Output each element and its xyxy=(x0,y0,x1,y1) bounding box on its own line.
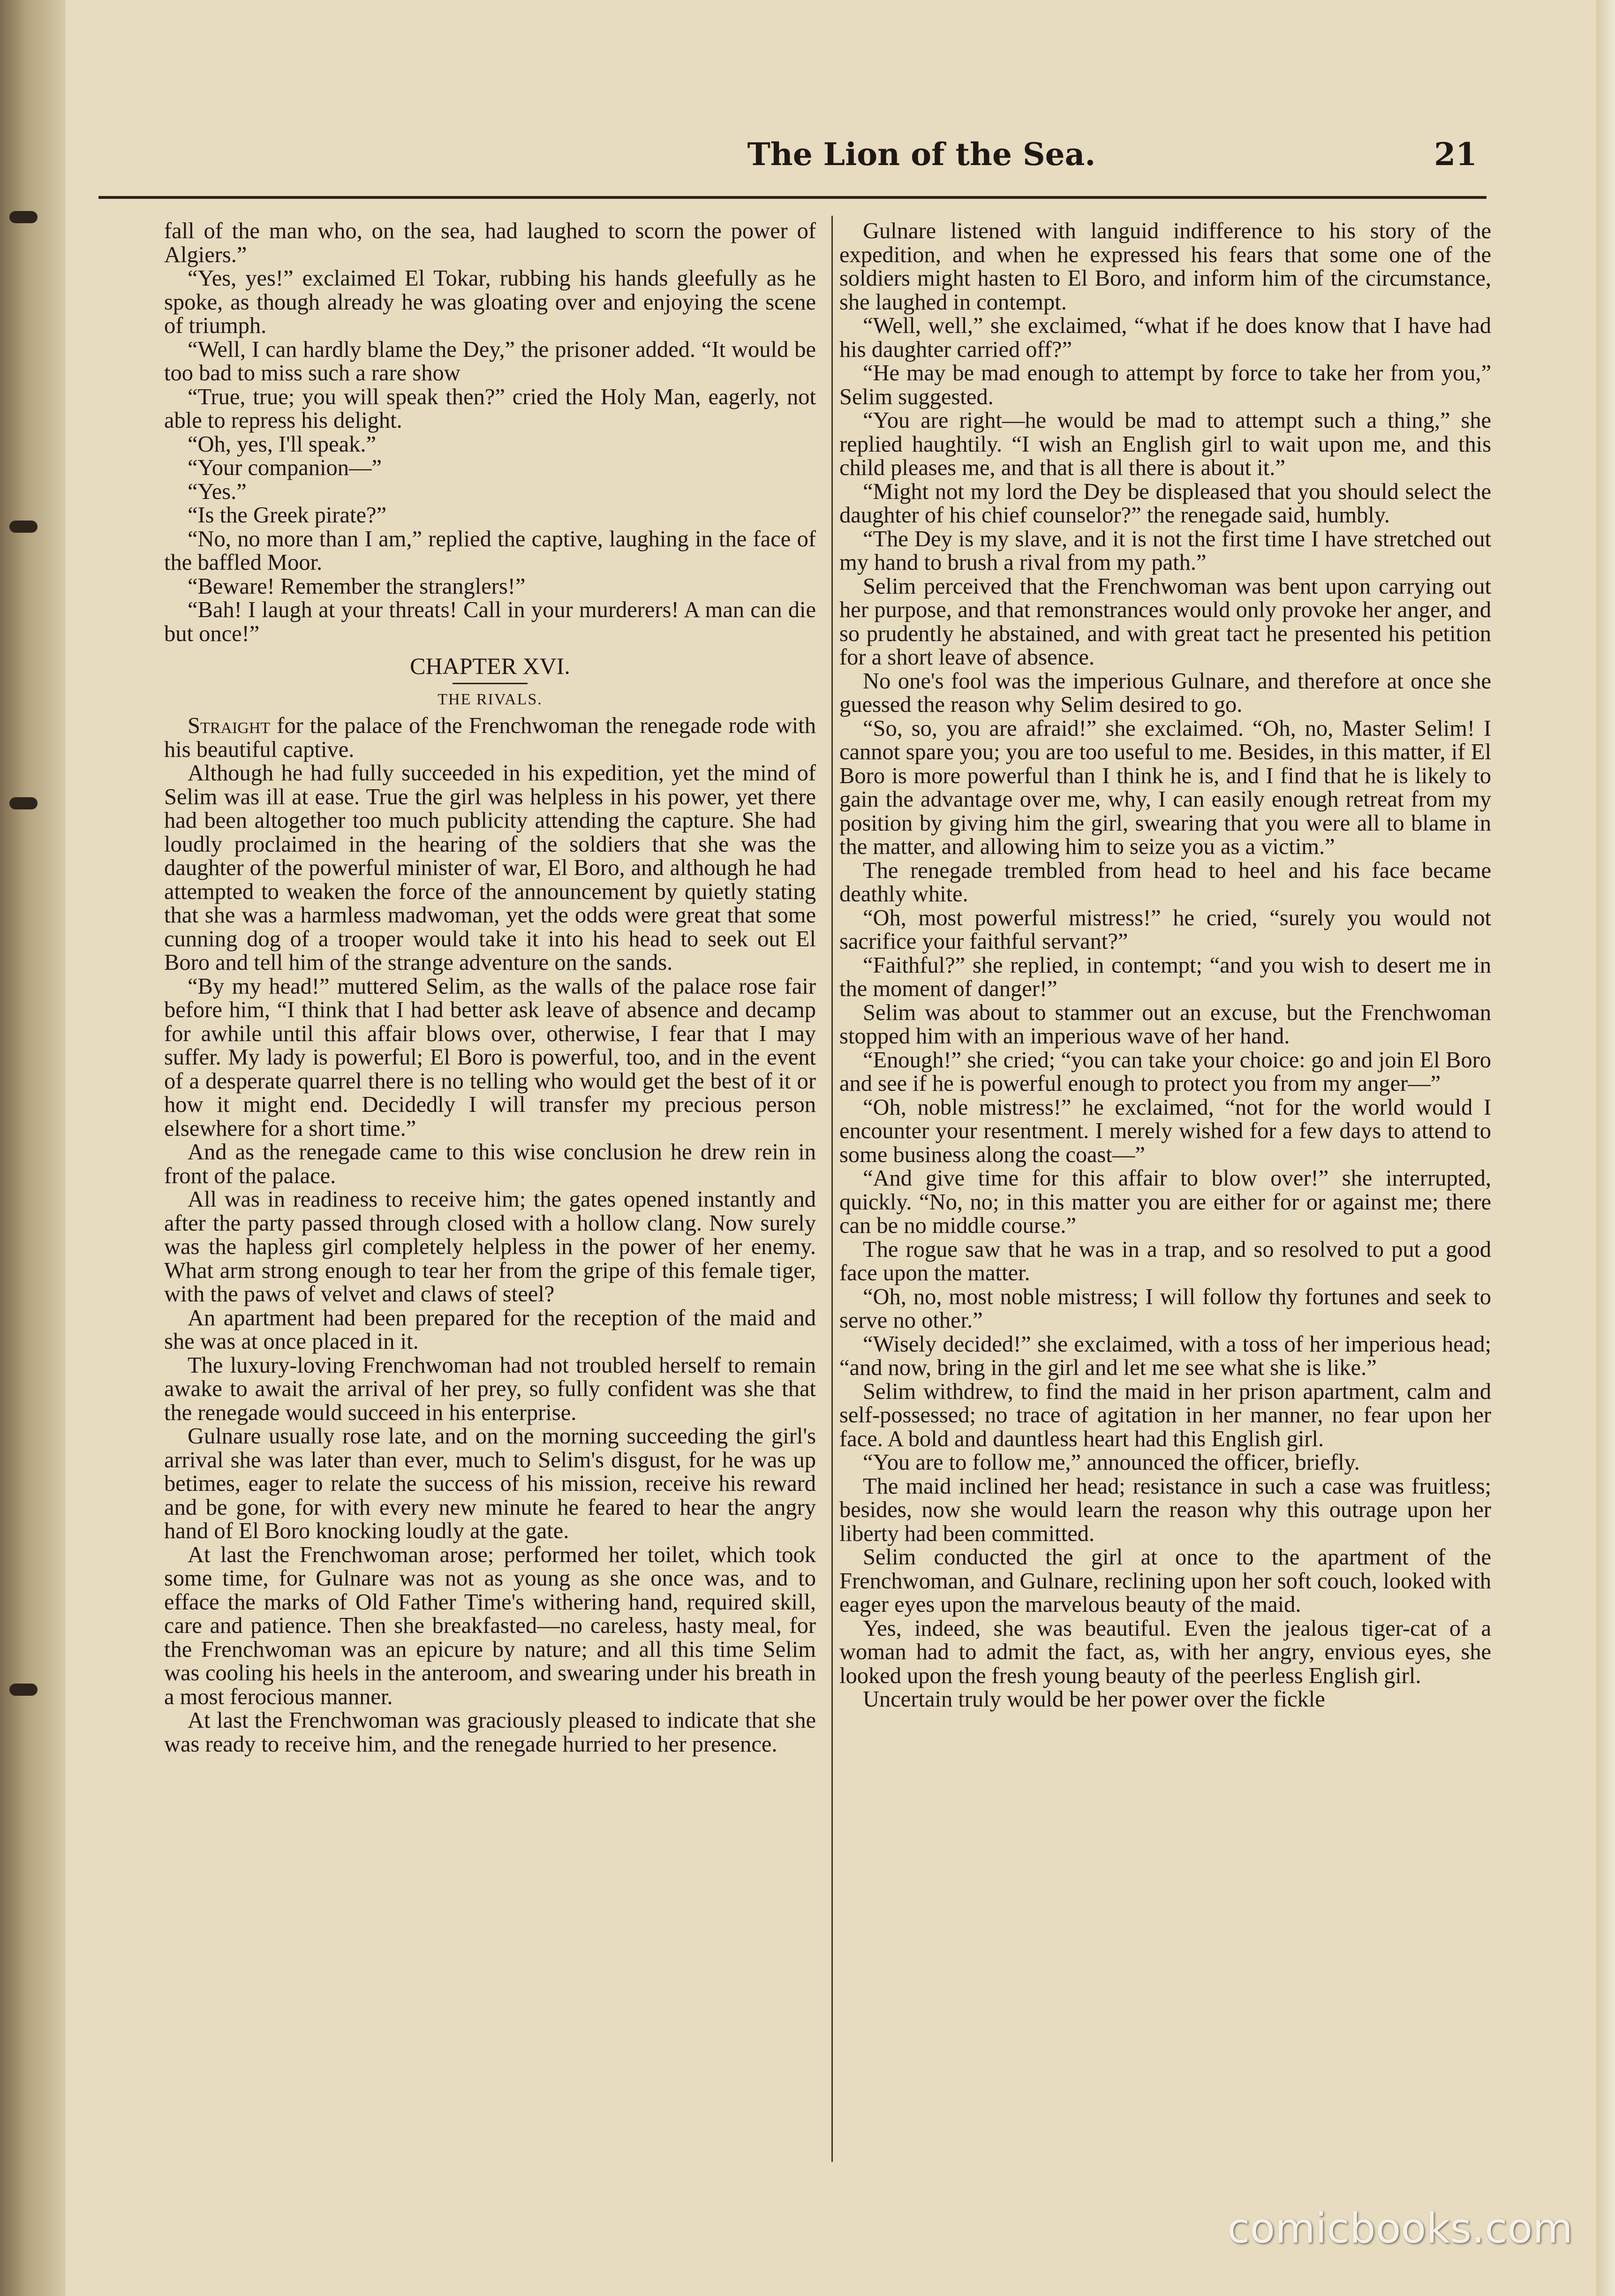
paragraph: Uncertain truly would be her power over the fickle xyxy=(863,1687,1325,1712)
paragraph: Gulnare listened with languid indifference to his story of the expedition, and when he expressed his fears that some one of the soldiers might hasten to El Boro, and inform him of the circumstance, she laughed in contempt. xyxy=(839,219,1491,315)
paragraph: “The Dey is my slave, and it is not the first time I have stretched out my hand to brush a rival from my path.” xyxy=(839,526,1491,575)
paragraph: “You are to follow me,” announced the officer, briefly. xyxy=(863,1450,1360,1475)
paragraph: “Yes.” xyxy=(188,479,247,504)
running-title: The Lion of the Sea. xyxy=(747,136,1096,173)
paragraph: An apartment had been prepared for the reception of the maid and she was at once placed in it. xyxy=(164,1305,816,1354)
paragraph: “Faithful?” she replied, in contempt; “and you wish to desert me in the moment of danger!” xyxy=(839,952,1491,1001)
paragraph: Selim withdrew, to find the maid in her prison apartment, calm and self-possessed; no trace of agitation in her manner, no fear upon her face. A bold and dauntless heart had this English girl. xyxy=(839,1379,1491,1451)
chapter-heading: CHAPTER XVI. xyxy=(410,653,570,679)
right-paragraphs xyxy=(839,219,1491,1712)
paragraph: Although he had fully succeeded in his expedition, yet the mind of Selim was ill at ease. True the girl was helpless in his power, yet there had been altogether too much publicity attending the capture. She had loudly proclaimed in the hearing of the soldiers that she was the daughter of the powerful minister of war, El Boro, and although he had attempted to weaken the force of the announcement by quietly stating that she was a harmless madwoman, yet the odds were great that some cunning dog of a trooper would take it into his head to seek out El Boro and tell him of the strange adventure on the sands. xyxy=(164,761,816,975)
watermark-text: comicbooks.com xyxy=(1227,2204,1573,2252)
paragraph: “Oh, noble mistress!” he exclaimed, “not for the world would I encounter your resentment. I merely wished for a few days to attend to some business along the coast—” xyxy=(839,1095,1491,1167)
paragraph: And as the renegade came to this wise conclusion he drew rein in front of the palace. xyxy=(164,1140,816,1188)
paragraph: The rogue saw that he was in a trap, and so resolved to put a good face upon the matter. xyxy=(839,1237,1491,1285)
paragraph: The renegade trembled from head to heel and his face became deathly white. xyxy=(839,858,1491,906)
paragraph: fall of the man who, on the sea, had laughed to scorn the power of Algiers.” xyxy=(164,219,816,267)
paragraph: “By my head!” muttered Selim, as the walls of the palace rose fair before him, “I think that I had better ask leave of absence and decamp for awhile until this affair blows over, otherwise, I fear that I may suffer. My lady is powerful; El Boro is powerful, too, and in the event of a desperate quarrel there is no telling who would get the best of it or how it might end. Decidedly I will transfer my precious person elsewhere for a short time.” xyxy=(164,974,816,1141)
paragraph: Selim conducted the girl at once to the apartment of the Frenchwoman, and Gulnare, reclining upon her soft couch, looked with eager eyes upon the marvelous beauty of the maid. xyxy=(839,1545,1491,1617)
paragraph: “Might not my lord the Dey be displeased that you should select the daughter of his chief counselor?” the renegade said, humbly. xyxy=(839,479,1491,528)
paragraph: Gulnare usually rose late, and on the morning succeeding the girl's arrival she was later than ever, much to Selim's disgust, for he was up betimes, eager to relate the success of his mission, receive his reward and be gone, for with every new minute he feared to hear the angry hand of El Boro knocking loudly at the gate. xyxy=(164,1424,816,1543)
paragraph: “He may be mad enough to attempt by force to take her from you,” Selim suggested. xyxy=(839,361,1491,409)
binding-stitch xyxy=(9,211,38,223)
left-paragraphs-after xyxy=(164,762,816,1756)
paragraph: No one's fool was the imperious Gulnare, and therefore at once she guessed the reason why Selim desired to go. xyxy=(839,668,1491,717)
left-column xyxy=(164,219,816,2166)
paragraph: “No, no more than I am,” replied the captive, laughing in the face of the baffled Moor. xyxy=(164,526,816,575)
page-header xyxy=(567,136,1487,192)
chapter-opening-paragraph xyxy=(164,714,816,762)
page-edge xyxy=(1596,0,1615,2296)
paragraph: “And give time for this affair to blow over!” she interrupted, quickly. “No, no; in this matter you are either for or against me; there can be no middle course.” xyxy=(839,1166,1491,1238)
page-number: 21 xyxy=(1434,136,1477,173)
paragraph: “Enough!” she cried; “you can take your choice: go and join El Boro and see if he is powerful enough to protect you from my anger—” xyxy=(839,1047,1491,1096)
column-divider xyxy=(831,216,833,2162)
left-paragraphs-before xyxy=(164,219,816,646)
paragraph: “Is the Greek pirate?” xyxy=(188,503,387,528)
binding-stitch xyxy=(9,797,38,809)
binding-stitch xyxy=(9,521,38,533)
book-binding xyxy=(0,0,66,2296)
chapter-leadin: Straight xyxy=(188,713,271,738)
paragraph: Yes, indeed, she was beautiful. Even the jealous tiger-cat of a woman had to admit the fact, as, with her angry, envious eyes, she looked upon the fresh young beauty of the peerless English girl. xyxy=(839,1616,1491,1688)
paragraph: “Well, well,” she exclaimed, “what if he does know that I have had his daughter carried off?” xyxy=(839,313,1491,362)
paragraph: At last the Frenchwoman arose; performed her toilet, which took some time, for Gulnare was not as young as she once was, and to efface the marks of Old Father Time's withering hand, required skill, care and patience. Then she breakfasted—no careless, hasty meal, for the Frenchwoman was an epicure by nature; and all this time Selim was cooling his heels in the anteroom, and swearing under his breath in a most ferocious manner. xyxy=(164,1542,816,1709)
paragraph: Selim perceived that the Frenchwoman was bent upon carrying out her purpose, and that remonstrances would only provoke her anger, and so prudently he abstained, and with great tact he presented his petition for a short leave of absence. xyxy=(839,574,1491,670)
chapter-opening-text: for the palace of the Frenchwoman the renegade rode with his beautiful captive. xyxy=(164,713,816,762)
paragraph: “Bah! I laugh at your threats! Call in your murderers! A man can die but once!” xyxy=(164,597,816,646)
paragraph: All was in readiness to receive him; the gates opened instantly and after the party passed through closed with a hollow clang. Now surely was the hapless girl completely helpless in the power of her enemy. What arm strong enough to tear her from the gripe of this female tiger, with the paws of velvet and claws of steel? xyxy=(164,1187,816,1307)
right-column xyxy=(839,219,1491,2166)
paragraph: “Well, I can hardly blame the Dey,” the prisoner added. “It would be too bad to miss such a rare show xyxy=(164,337,816,385)
chapter-subtitle: THE RIVALS. xyxy=(438,690,543,708)
paragraph: The luxury-loving Frenchwoman had not troubled herself to remain awake to await the arrival of her prey, so fully confident was she that the renegade would succeed in his enterprise. xyxy=(164,1352,816,1425)
paragraph: “Beware! Remember the stranglers!” xyxy=(188,574,526,599)
paragraph: “Wisely decided!” she exclaimed, with a toss of her imperious head; “and now, bring in the girl and let me see what she is like.” xyxy=(839,1331,1491,1380)
paragraph: “Your companion—” xyxy=(188,455,382,480)
paragraph: At last the Frenchwoman was graciously pleased to indicate that she was ready to receive him, and the renegade hurried to her presence. xyxy=(164,1708,816,1757)
chapter-rule xyxy=(453,683,528,684)
paragraph: “Oh, yes, I'll speak.” xyxy=(188,431,376,457)
header-rule xyxy=(98,196,1487,199)
paragraph: “You are right—he would be mad to attempt such a thing,” she replied haughtily. “I wish an English girl to wait upon me, and this child pleases me, and that is all there is about it.” xyxy=(839,408,1491,480)
binding-stitch xyxy=(9,1684,38,1696)
paragraph: Selim was about to stammer out an excuse, but the Frenchwoman stopped him with an imperious wave of her hand. xyxy=(839,1000,1491,1049)
paragraph: “True, true; you will speak then?” cried the Holy Man, eagerly, not able to repress his delight. xyxy=(164,384,816,433)
paragraph: “Yes, yes!” exclaimed El Tokar, rubbing his hands gleefully as he spoke, as though already he was gloating over and enjoying the scene of triumph. xyxy=(164,266,816,338)
paragraph: “So, so, you are afraid!” she exclaimed. “Oh, no, Master Selim! I cannot spare you; you are too useful to me. Besides, in this matter, if El Boro is more powerful than I think he is, and I find that he is likely to gain the advantage over me, why, I can easily enough retreat from my position by giving him the girl, swearing that you were all to blame in the matter, and allowing him to seize you as a victim.” xyxy=(839,716,1491,859)
paragraph: The maid inclined her head; resistance in such a case was fruitless; besides, now she would learn the reason why this outrage upon her liberty had been committed. xyxy=(839,1473,1491,1546)
paragraph: “Oh, no, most noble mistress; I will follow thy fortunes and seek to serve no other.” xyxy=(839,1284,1491,1333)
paragraph: “Oh, most powerful mistress!” he cried, “surely you would not sacrifice your faithful servant?” xyxy=(839,905,1491,954)
